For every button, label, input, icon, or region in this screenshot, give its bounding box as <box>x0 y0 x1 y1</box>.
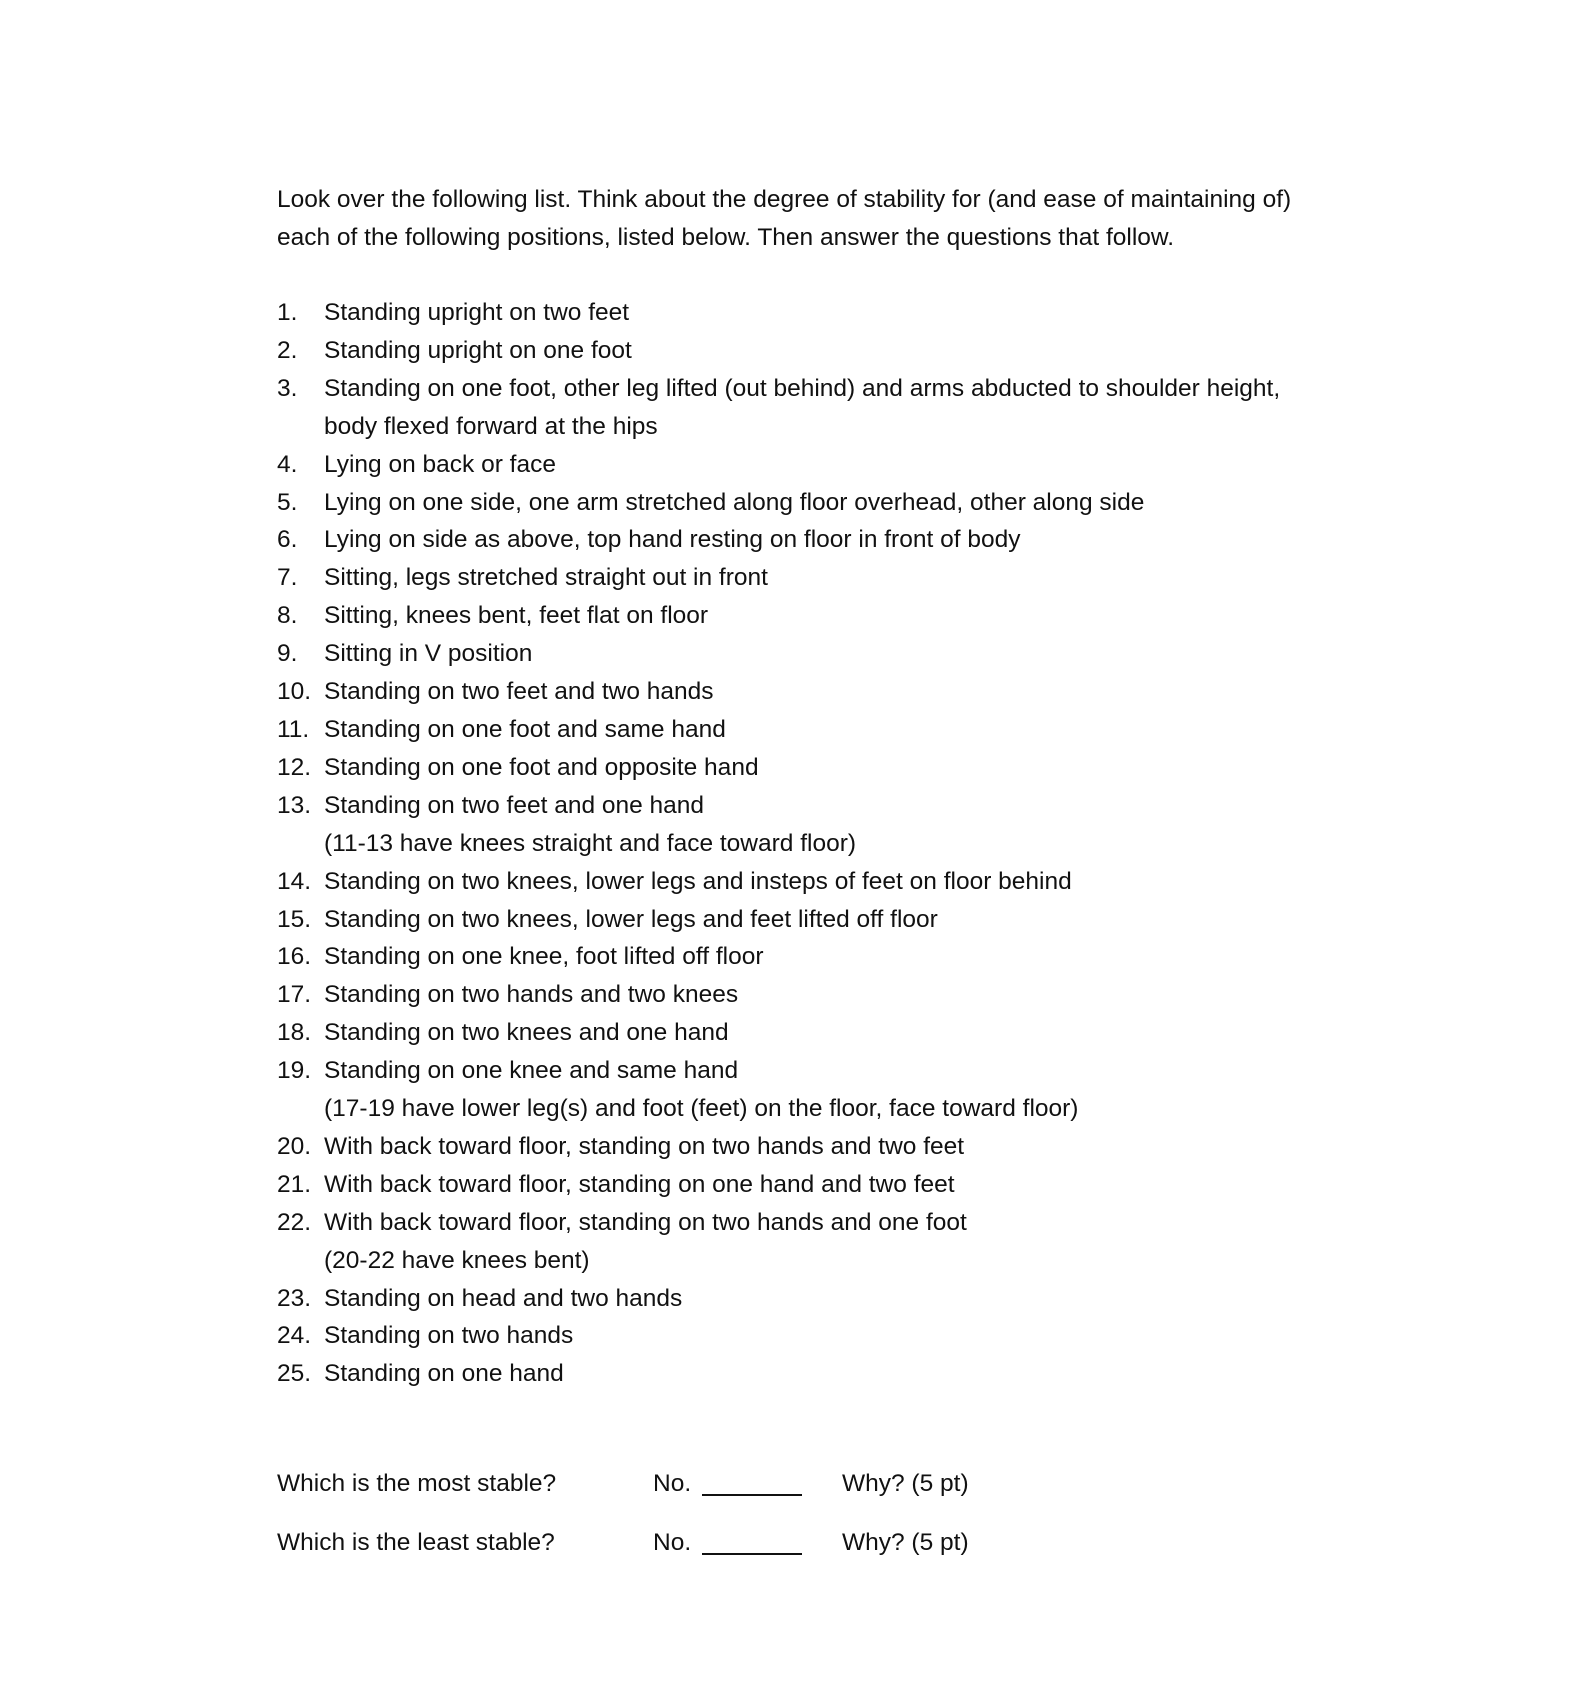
why-label: Why? (5 pt) <box>842 1470 969 1497</box>
list-item <box>277 521 1280 559</box>
item-text-continuation: body flexed forward at the hips <box>324 412 658 440</box>
intro-line-1: Look over the following list. Think about the degree of stability for (and ease of maintaining of) <box>277 186 1292 213</box>
item-number: 10. <box>277 678 312 706</box>
positions-list <box>277 294 1280 1393</box>
list-item <box>277 1280 1280 1318</box>
list-item <box>277 1317 1280 1355</box>
item-number: 15. <box>277 905 312 933</box>
item-text: Standing on two feet and one hand <box>324 791 705 819</box>
list-item <box>277 597 1280 635</box>
list-item <box>277 1014 1280 1052</box>
list-item <box>277 484 1280 522</box>
list-item <box>277 938 1280 976</box>
item-number: 12. <box>277 753 312 781</box>
item-number: 2. <box>277 336 298 364</box>
list-item <box>277 749 1280 787</box>
item-number: 25. <box>277 1360 312 1388</box>
item-text: Standing on two knees, lower legs and insteps of feet on floor behind <box>324 867 1072 895</box>
list-item <box>277 976 1280 1014</box>
item-number: 21. <box>277 1170 312 1198</box>
item-text: Sitting, knees bent, feet flat on floor <box>324 602 709 630</box>
item-text: Standing upright on two feet <box>324 299 630 326</box>
answer-number-label: No. <box>653 1529 692 1556</box>
item-text: Standing on one foot and same hand <box>324 715 726 743</box>
item-text: Standing on two knees and one hand <box>324 1019 729 1047</box>
item-text: Standing on one knee, foot lifted off floor <box>324 943 764 971</box>
item-text: Standing on two knees, lower legs and feet lifted off floor <box>324 905 938 933</box>
group-note-11-13: (11-13 have knees straight and face toward floor) <box>324 829 857 857</box>
item-text: Standing on two hands <box>324 1322 574 1350</box>
item-text: Standing on two hands and two knees <box>324 981 739 1009</box>
group-note-20-22: (20-22 have knees bent) <box>324 1246 590 1274</box>
item-text: Standing upright on one foot <box>324 336 632 364</box>
list-item <box>277 787 1280 825</box>
intro-paragraph <box>277 181 1407 257</box>
item-text: Lying on side as above, top hand resting on floor in front of body <box>324 526 1021 554</box>
item-text: With back toward floor, standing on two hands and two feet <box>324 1132 965 1160</box>
question-label: Which is the least stable? <box>277 1529 555 1556</box>
answer-blank-line[interactable] <box>702 1553 802 1555</box>
item-number: 11. <box>277 715 310 743</box>
item-text: Standing on one knee and same hand <box>324 1057 739 1085</box>
list-item <box>277 863 1280 901</box>
item-text: Standing on head and two hands <box>324 1284 683 1312</box>
item-text: Sitting in V position <box>324 640 533 668</box>
item-number: 17. <box>277 981 312 1009</box>
list-item <box>277 1355 1280 1393</box>
item-number: 23. <box>277 1284 312 1312</box>
item-number: 4. <box>277 450 298 478</box>
why-label: Why? (5 pt) <box>842 1529 969 1556</box>
item-text: Standing on one foot and opposite hand <box>324 753 759 781</box>
list-item <box>277 901 1280 939</box>
list-item <box>277 1052 1280 1090</box>
question-label: Which is the most stable? <box>277 1470 557 1497</box>
item-text: Lying on back or face <box>324 450 556 478</box>
item-text: Sitting, legs stretched straight out in front <box>324 564 768 592</box>
item-number: 18. <box>277 1019 312 1047</box>
list-item <box>277 559 1280 597</box>
item-number: 14. <box>277 867 312 895</box>
intro-line-2: each of the following positions, listed below. Then answer the questions that follow. <box>277 224 1175 251</box>
list-item <box>277 635 1280 673</box>
answer-blank-line[interactable] <box>702 1494 802 1496</box>
item-number: 19. <box>277 1057 312 1085</box>
item-number: 8. <box>277 602 298 630</box>
item-number: 3. <box>277 374 298 402</box>
list-item <box>277 673 1280 711</box>
group-note-17-19: (17-19 have lower leg(s) and foot (feet) on the floor, face toward floor) <box>324 1095 1079 1123</box>
item-number: 22. <box>277 1208 312 1236</box>
answer-number-label: No. <box>653 1470 692 1497</box>
item-text: Lying on one side, one arm stretched along floor overhead, other along side <box>324 488 1145 516</box>
list-item <box>277 711 1280 749</box>
list-item <box>277 1128 1280 1166</box>
item-text: Standing on two feet and two hands <box>324 678 714 706</box>
item-text: With back toward floor, standing on two hands and one foot <box>324 1208 967 1236</box>
item-number: 16. <box>277 943 312 971</box>
list-item <box>277 332 1280 370</box>
item-number: 9. <box>277 640 298 668</box>
item-number: 7. <box>277 564 298 592</box>
item-number: 5. <box>277 488 298 516</box>
list-item <box>277 370 1280 446</box>
item-number: 20. <box>277 1132 312 1160</box>
item-text: With back toward floor, standing on one hand and two feet <box>324 1170 955 1198</box>
item-text: Standing on one hand <box>324 1360 564 1388</box>
list-item <box>277 294 1280 332</box>
item-number: 6. <box>277 526 298 554</box>
item-number: 1. <box>277 299 298 326</box>
list-item <box>277 1204 1280 1242</box>
list-item <box>277 1166 1280 1204</box>
item-text: Standing on one foot, other leg lifted (out behind) and arms abducted to shoulder height, <box>324 374 1281 402</box>
list-item <box>277 446 1280 484</box>
item-number: 24. <box>277 1322 312 1350</box>
item-number: 13. <box>277 791 312 819</box>
